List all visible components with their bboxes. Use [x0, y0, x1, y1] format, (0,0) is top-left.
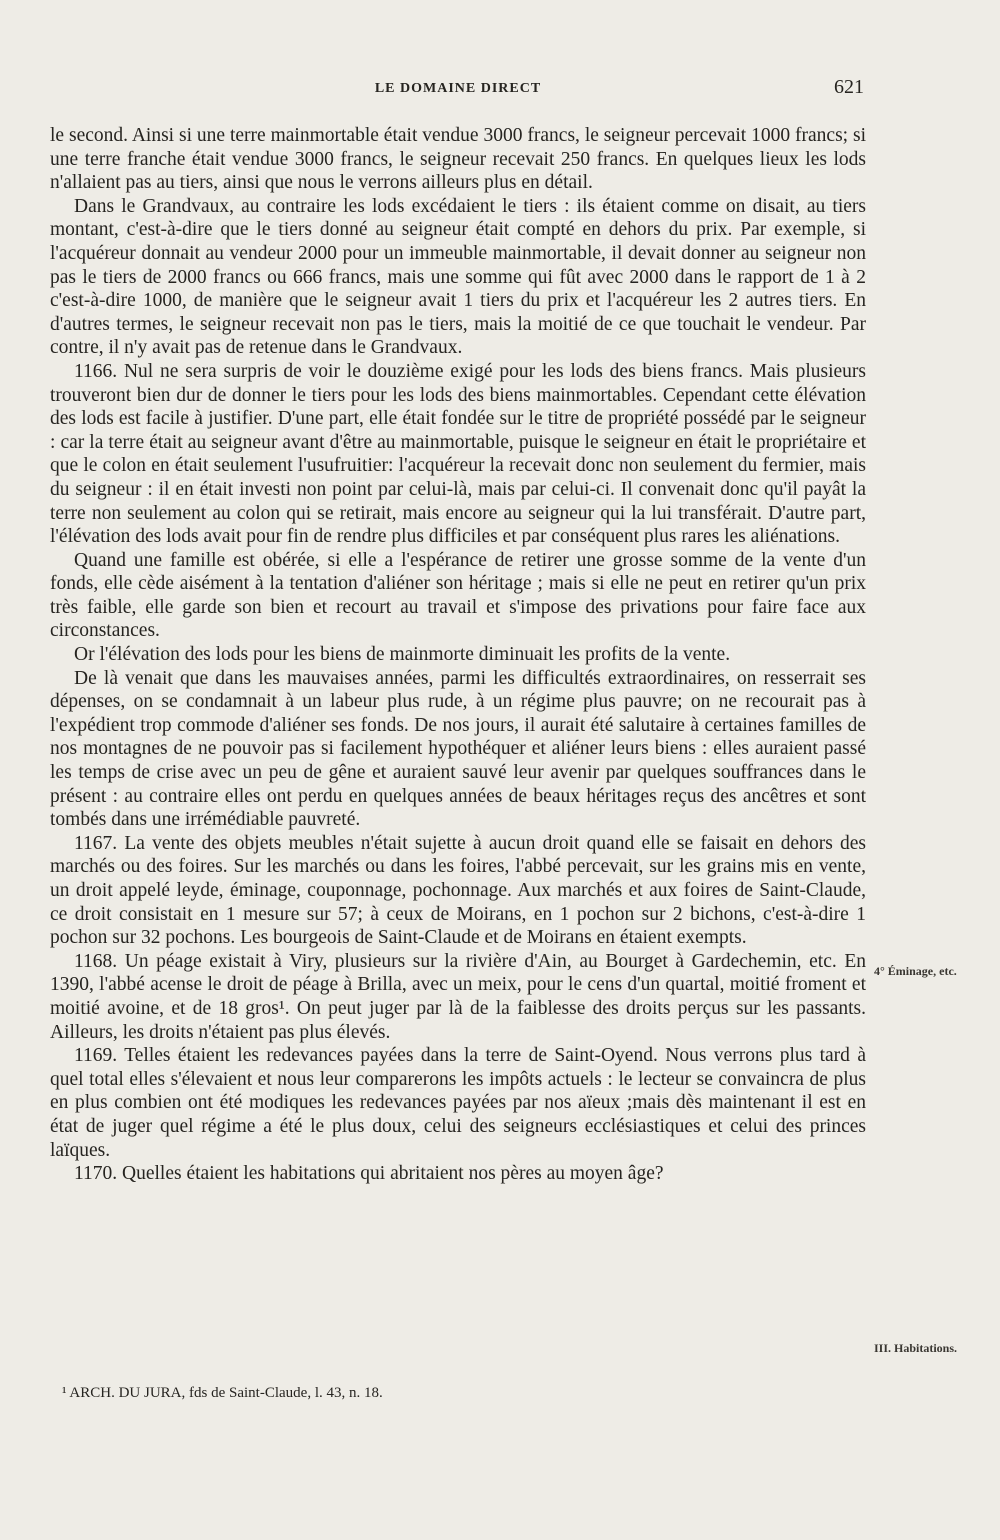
paragraph-family: Quand une famille est obérée, si elle a l'espérance de retirer une grosse somme de la vente d'un fonds, elle cède aisément à la tentation d'aliéner son héritage ; mais si elle ne peut en retirer qu'un prix très faible, elle garde son bien et recourt au travail et s'impose des privations pour faire face aux circonstances.: [50, 549, 866, 642]
paragraph-1167: 1167. La vente des objets meubles n'était sujette à aucun droit quand elle se faisait en dehors des marchés ou des foires. Sur les marchés ou dans les foires, l'abbé percevait, sur les grains mis en vente, un droit appelé leyde, éminage, couponnage, pochonnage. Aux marchés et aux foires de Saint-Claude, ce droit consistait en 1 mesure sur 57; à ceux de Moirans, en 1 pochon sur 2 bichons, c'est-à-dire 1 pochon sur 32 pochons. Les bourgeois de Saint-Claude et de Moirans en étaient exempts.: [50, 832, 866, 949]
paragraph-1169: 1169. Telles étaient les redevances payées dans la terre de Saint-Oyend. Nous verrons plus tard à quel total elles s'élevaient et nous leur comparerons les impôts actuels : le lecteur se convaincra de plus en plus combien ont été modiques les redevances payées par nos aïeux ;mais dès maintenant il est en état de juger quel régime a été le plus doux, celui des seigneurs ecclésiastiques et celui des princes laïques.: [50, 1045, 866, 1161]
margin-note-eminage: 4° Éminage, etc.: [874, 964, 957, 978]
body-text: [50, 124, 866, 1186]
paragraph-1170: 1170. Quelles étaient les habitations qui abritaient nos pères au moyen âge?: [74, 1163, 664, 1185]
footnote: ¹ ARCH. DU JURA, fds de Saint-Claude, l. 43, n. 18.: [62, 1385, 383, 1401]
paragraph-1166: 1166. Nul ne sera surpris de voir le douzième exigé pour les lods des biens francs. Mais plusieurs trouveront bien dur de donner le tiers pour les lods des biens mainmortables. Cependant cette élévation des lods est facile à justifier. D'une part, elle était fondée sur le titre de propriété possédé par le seigneur : car la terre était au seigneur avant d'être au mainmortable, puisque le seigneur en était le propriétaire et que le colon en était seulement l'usufruitier: l'acquéreur la recevait donc non seulement du fermier, mais du seigneur : il en était investi non point par celui-là, mais par celui-ci. Il convenait donc qu'il payât la terre non seulement au colon qui se retirait, mais encore au seigneur qui la lui transférait. D'autre part, l'élévation des lods avait pour fin de rendre plus difficiles et par conséquent plus rares les aliénations.: [50, 360, 866, 548]
paragraph-elevation: Or l'élévation des lods pour les biens de mainmorte diminuait les profits de la vente.: [74, 644, 731, 666]
page-header: [52, 76, 864, 106]
paragraph-continuation: le second. Ainsi si une terre mainmortable était vendue 3000 francs, le seigneur percevait 1000 francs; si une terre franche était vendue 3000 francs, le seigneur recevait 250 francs. En quelques lieux les lods n'allaient pas au tiers, ainsi que nous le verrons ailleurs plus en détail.: [50, 125, 866, 194]
page-number: 621: [834, 76, 864, 98]
paragraph-bad-years: De là venait que dans les mauvaises années, parmi les difficultés extraordinaires, on resserrait ses dépenses, on se condamnait à un labeur plus rude, à un régime plus pauvre; on ne recourait pas à l'expédient trop commode d'aliéner ses fonds. De nos jours, il aurait été salutaire à certaines familles de nos montagnes de ne pouvoir pas si facilement hypothéquer et aliéner leurs biens : elles auraient passé les temps de crise avec un peu de gêne et auraient sauvé leur avenir par quelques souffrances dans le présent : au contraire elles ont perdu en quelques années de beaux héritages reçus des ancêtres et sont tombés dans une irrémédiable pauvreté.: [50, 667, 866, 831]
margin-note-habitations: III. Habitations.: [874, 1341, 958, 1355]
paragraph-grandvaux: Dans le Grandvaux, au contraire les lods excédaient le tiers : ils étaient comme on disait, au tiers montant, c'est-à-dire que le tiers donné au seigneur était compté en dehors du prix. Par exemple, si l'acquéreur donnait au vendeur 2000 pour un immeuble mainmortable, il devait donner au seigneur non pas le tiers de 2000 francs ou 666 francs, mais une somme qui fût avec 2000 dans le rapport de 1 à 2 c'est-à-dire 1000, de manière que le seigneur avait 1 tiers du prix et l'acquéreur les 2 autres tiers. En d'autres termes, le seigneur recevait non pas le tiers, mais la moitié de ce que touchait le vendeur. Par contre, il n'y avait pas de retenue dans le Grandvaux.: [50, 195, 866, 359]
paragraph-1168: 1168. Un péage existait à Viry, plusieurs sur la rivière d'Ain, au Bourget à Gardechemin, etc. En 1390, l'abbé acense le droit de péage à Brilla, avec un meix, pour le cens d'un quartal, moitié froment et moitié avoine, et de 18 gros¹. On peut juger par là de la faiblesse des droits perçus sur les passants. Ailleurs, les droits n'étaient pas plus élevés.: [50, 950, 866, 1043]
running-title: LE DOMAINE DIRECT: [374, 81, 542, 96]
